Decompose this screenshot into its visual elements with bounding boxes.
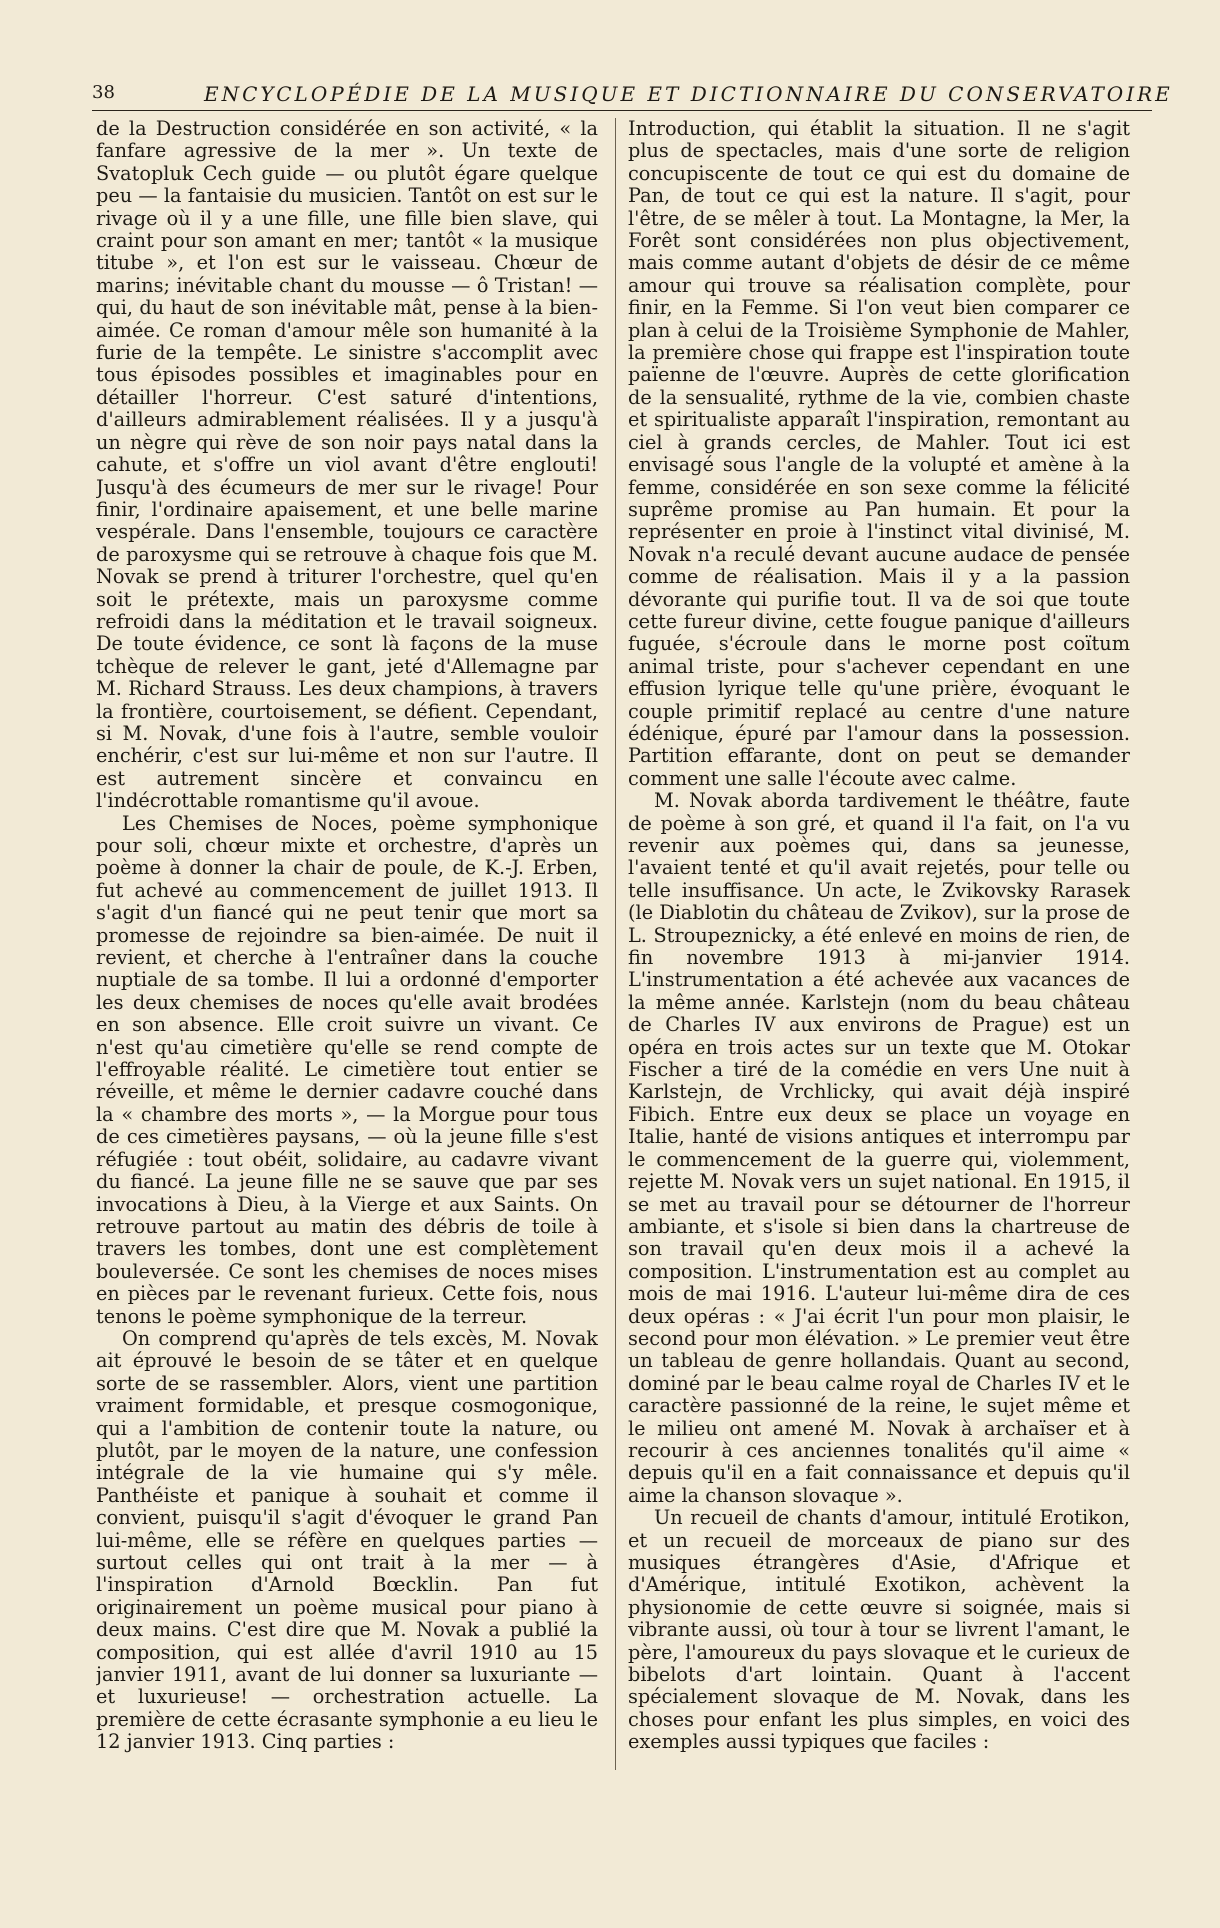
paragraph: On comprend qu'après de tels excès, M. Novak ait éprouvé le besoin de se tâter et en quelque sorte de se rassembler. Alors, vient une partition vraiment formidable, et presque cosmogonique, qui a l'ambition de contenir toute la nature, ou plutôt, par le moyen de la nature, une confession intégrale de la vie humaine qui s'y mêle. Panthéiste et panique à souhait et comme il convient, puisqu'il s'agit d'évoquer le grand Pan lui-même, elle se réfère en quelques parties — surtout celles qui ont trait à la mer — à l'inspiration d'Arnold Bœcklin. Pan fut originairement un poème musical pour piano à deux mains. C'est dire que M. Novak a publié la composition, qui est allée d'avril 1910 au 15 janvier 1911, avant de lui donner sa luxuriante — et luxurieuse! — orchestration actuelle. La première de cette écrasante symphonie a eu lieu le 12 janvier 1913. Cinq parties : — [96, 1326, 598, 1754]
right-column — [628, 118, 1130, 1878]
paragraph: Un recueil de chants d'amour, intitulé Erotikon, et un recueil de morceaux de piano sur des musiques étrangères d'Asie, d'Afrique et d'Amérique, intitulé Exotikon, achèvent la physionomie de cette œuvre si soignée, mais si vibrante aussi, où tour à tour se livrent l'amant, le père, l'amoureux du pays slovaque et le curieux de bibelots d'art lointain. Quant à l'accent spécialement slovaque de M. Novak, dans les choses pour enfant les plus simples, en voici des exemples aussi typiques que faciles : — [628, 1506, 1130, 1754]
paragraph: Les Chemises de Noces, poème symphonique pour soli, chœur mixte et orchestre, d'après un poème à donner la chair de poule, de K.-J. Erben, fut achevé au commencement de juillet 1913. Il s'agit d'un fiancé qui ne peut tenir que mort sa promesse de rejoindre sa bien-aimée. De nuit il revient, et cherche à l'entraîner dans la couche nuptiale de sa tombe. Il lui a ordonné d'emporter les deux chemises de noces qu'elle avait brodées en son absence. Elle croit suivre un vivant. Ce n'est qu'au cimetière qu'elle se rend compte de l'effroyable réalité. Le cimetière tout entier se réveille, et même le dernier cadavre couché dans la « chambre des morts », — la Morgue pour tous de ces cimetières paysans, — où la jeune fille s'est réfugiée : tout obéit, solidaire, au cadavre vivant du fiancé. La jeune fille ne se sauve que par ses invocations à Dieu, à la Vierge et aux Saints. On retrouve partout au matin des débris de toile à travers les tombes, dont une est complètement bouleversée. Ce sont les chemises de noces mises en pièces par le revenant furieux. Cette fois, nous tenons le poème symphonique de la terreur. — [96, 811, 598, 1328]
paragraph: M. Novak aborda tardivement le théâtre, faute de poème à son gré, et quand il l'a fait, on l'a vu revenir aux poèmes qui, dans sa jeunesse, l'avaient tenté et qu'il avait rejetés, pour telle ou telle insuffisance. Un acte, le Zvikovsky Rarasek (le Diablotin du château de Zvikov), sur la prose de L. Stroupeznicky, a été enlevé en moins de rien, de fin novembre 1913 à mi-janvier 1914. L'instrumentation a été achevée aux vacances de la même année. Karlstejn (nom du beau château de Charles IV aux environs de Prague) est un opéra en trois actes sur un texte que M. Otokar Fischer a tiré de la comédie en vers Une nuit à Karlstejn, de Vrchlicky, qui avait déjà inspiré Fibich. Entre eux deux se place un voyage en Italie, hanté de visions antiques et interrompu par le commencement de la guerre qui, violemment, rejette M. Novak vers un sujet national. En 1915, il se met au travail pour se détourner de l'horreur ambiante, et s'isole si bien dans la chartreuse de son travail qu'en deux mois il a achevé la composition. L'instrumentation est au complet au mois de mai 1916. L'auteur lui-même dira de ces deux opéras : « J'ai écrit l'un pour mon plaisir, le second pour mon élévation. » Le premier veut être un tableau de genre hollandais. Quant au second, dominé par le beau calme royal de Charles IV et le caractère passionné de la reine, le sujet même et le milieu ont amené M. Novak à archaïser et à recourir à ces anciennes tonalités qu'il aime « depuis qu'il en a fait connaissance et depuis qu'il aime la chanson slovaque ». — [628, 789, 1130, 1507]
left-column — [96, 118, 598, 1878]
paragraph: Introduction, qui établit la situation. Il ne s'agit plus de spectacles, mais d'une sorte de religion concupiscente de tout ce qui est du domaine de Pan, de tout ce qui est la nature. Il s'agit, pour l'être, de se mêler à tout. La Montagne, la Mer, la Forêt sont considérées non plus objectivement, mais comme autant d'objets de désir de ce même amour qui trouve sa réalisation complète, pour finir, en la Femme. Si l'on veut bien comparer ce plan à celui de la Troisième Symphonie de Mahler, la première chose qui frappe est l'inspiration toute païenne de l'œuvre. Auprès de cette glorification de la sensualité, rythme de la vie, combien chaste et spiritualiste apparaît l'inspiration, remontant au ciel à grands cercles, de Mahler. Tout ici est envisagé sous l'angle de la volupté et amène à la femme, considérée en son sexe comme la félicité suprême promise au Pan humain. Et pour la représenter en proie à l'instinct vital divinisé, M. Novak n'a reculé devant aucune audace de pensée comme de réalisation. Mais il y a la passion dévorante qui purifie tout. Il va de soi que toute cette fureur divine, cette fougue panique d'ailleurs fuguée, s'écroule dans le morne post coïtum animal triste, pour s'achever cependant en une effusion lyrique telle qu'une prière, évoquant le couple primitif replacé au centre d'une nature édénique, épuré par l'amour dans la possession. Partition effarante, dont on peut se demander comment une salle l'écoute avec calme. — [628, 118, 1130, 790]
paragraph: de la Destruction considérée en son activité, « la fanfare agressive de la mer ». Un texte de Svatopluk Cech guide — ou plutôt égare quelque peu — la fantaisie du musicien. Tantôt on est sur le rivage où il y a une fille, une fille bien slave, qui craint pour son amant en mer; tantôt « la musique titube », et l'on est sur le vaisseau. Chœur de marins; inévitable chant du mousse — ô Tristan! —qui, du haut de son inévitable mât, pense à la bien-aimée. Ce roman d'amour mêle son humanité à la furie de la tempête. Le sinistre s'accomplit avec tous épisodes possibles et imaginables pour en détailler l'horreur. C'est saturé d'intentions, d'ailleurs admirablement réalisées. Il y a jusqu'à un nègre qui rève de son noir pays natal dans la cahute, et s'offre un viol avant d'être englouti! Jusqu'à des écumeurs de mer sur le rivage! Pour finir, l'ordinaire apaisement, et une belle marine vespérale. Dans l'ensemble, toujours ce caractère de paroxysme qui se retrouve à chaque fois que M. Novak se prend à triturer l'orchestre, quel qu'en soit le prétexte, mais un paroxysme comme refroidi dans la méditation et le travail soigneux. De toute évidence, ce sont là façons de la muse tchèque de relever le gant, jeté d'Allemagne par M. Richard Strauss. Les deux champions, à travers la frontière, courtoisement, se défient. Cependant, si M. Novak, d'une fois à l'autre, semble vouloir enchérir, c'est sur lui-même et non sur l'autre. Il est autrement sincère et convaincu en l'indécrottable romantisme qu'il avoue. — [96, 118, 598, 813]
running-title: ENCYCLOPÉDIE DE LA MUSIQUE ET DICTIONNAIRE DU CONSERVATOIRE — [204, 82, 1173, 106]
page-number: 38 — [92, 82, 115, 103]
page-header — [92, 82, 1173, 108]
column-separator — [615, 118, 616, 1770]
header-rule — [92, 110, 1152, 111]
